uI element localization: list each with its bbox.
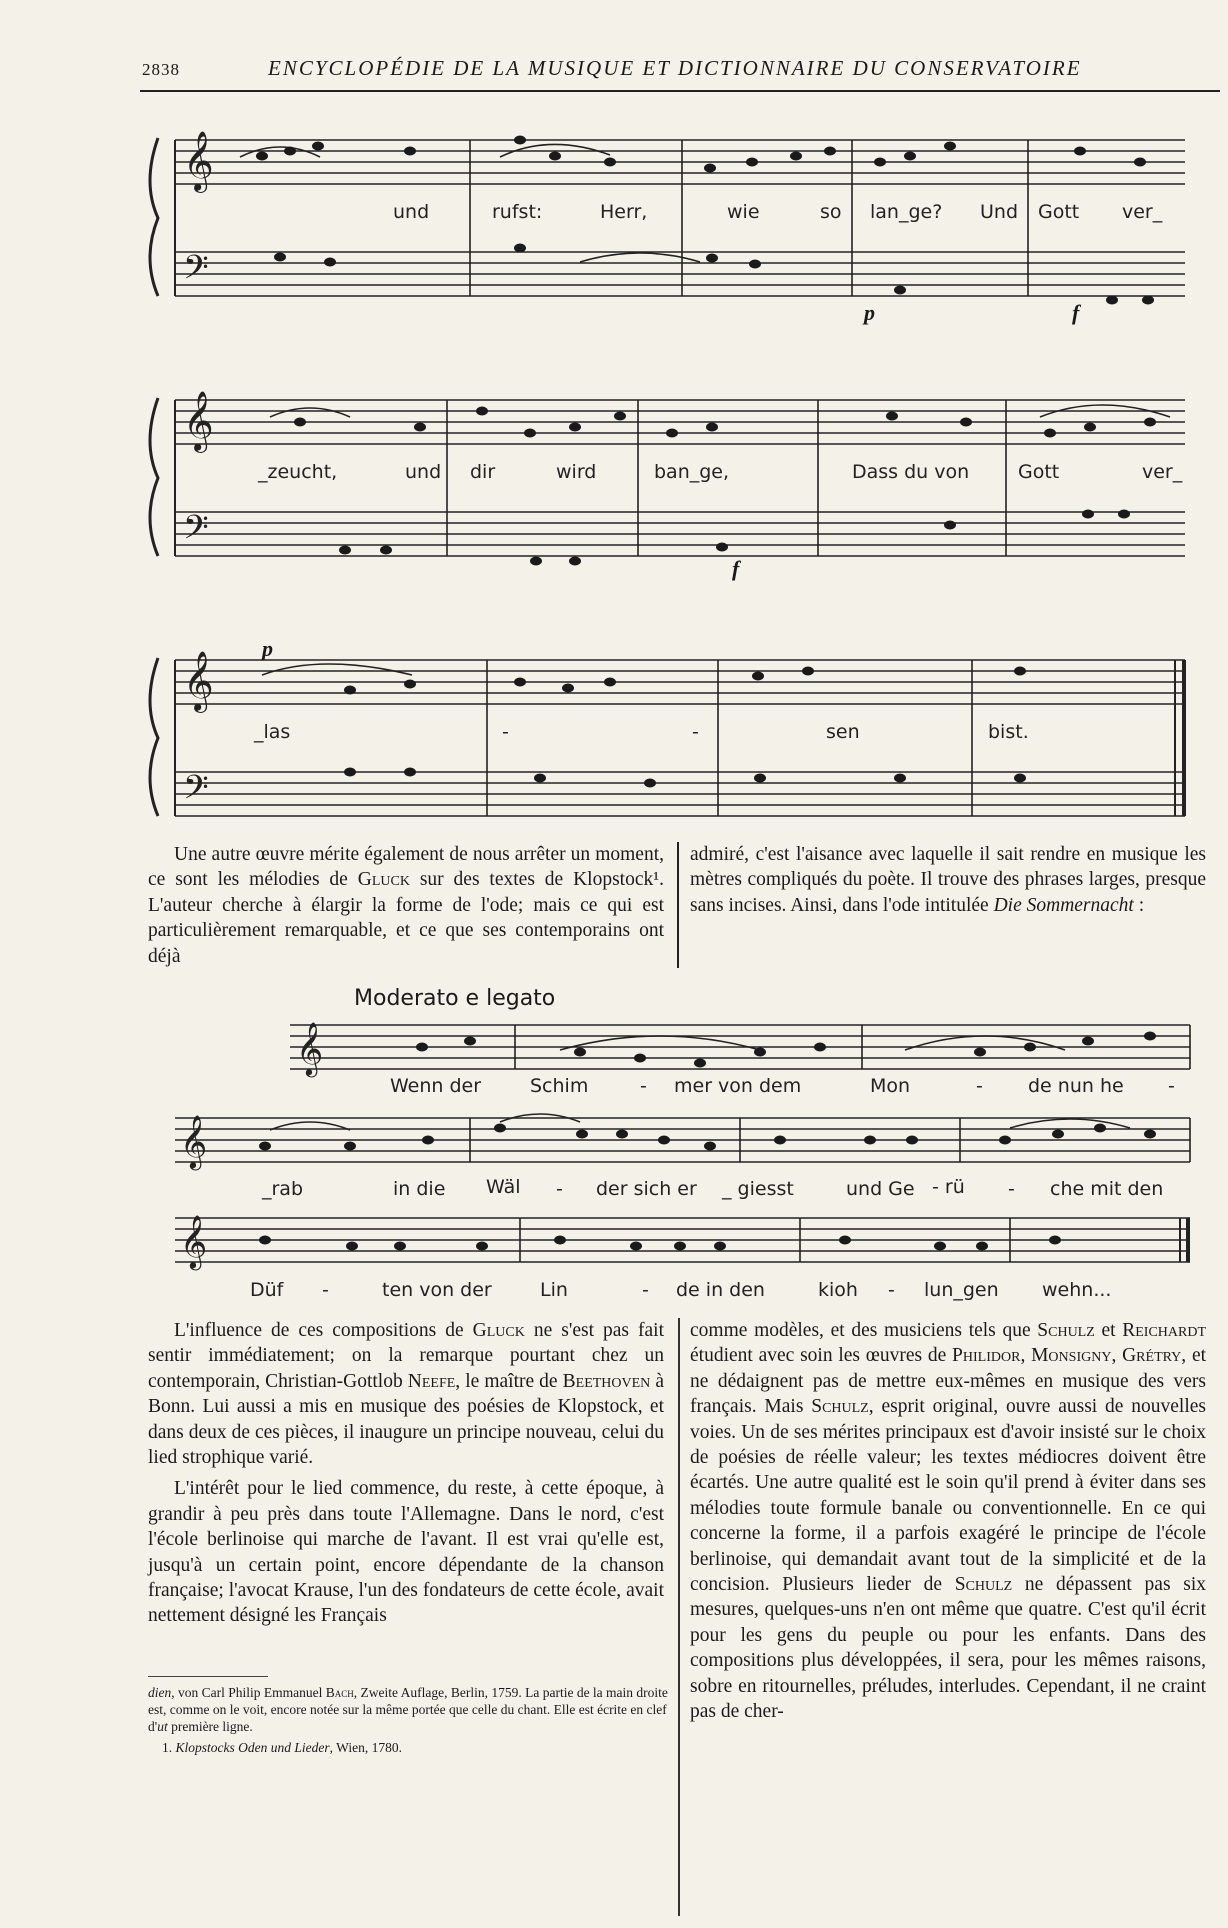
lyric: ban_ge, [654, 461, 730, 483]
lyric: - rü [932, 1176, 965, 1198]
melody-line-2 [175, 1114, 1190, 1170]
paragraph: comme modèles, et des musiciens tels que Schulz et Reichardt étudient avec soin les œuvres de Philidor, Monsigny, Grétry, et ne dédaignent pas de mettre eux-mêmes en musique des vers français. Mais Schulz, esprit original, ouvre aussi de nouvelles voies. Un de ses mérites principaux est d'avoir insisté sur le choix de poésies de réelle valeur; les textes médiocres doivent être écartés. Une autre qualité est le soin qu'il prend à éviter dans ses mélodies toute formule banale ou conventionnelle. En ce qui concerne la forme, il a parfois exagéré le principe de l'école berlinoise, qui demandait avant tout de la simplicité et de la concision. Plusieurs lieder de Schulz ne dépassent pas six mesures, quelques-uns n'en ont même que quatre. C'est qu'il écrit pour les gens du peuple ou pour les enfants. Dans des compositions plus développées, il sera, pour les mêmes raisons, sobre en ritournelles, préludes, interludes. Cependant, il ne craint pas de cher- [690, 1320, 1207, 1723]
text-column-left-1 [148, 842, 664, 969]
lyric: ver_ [1122, 201, 1163, 223]
lyric: de in den [676, 1279, 765, 1301]
score-system-3 [150, 651, 1185, 816]
footnote-rule [148, 1676, 268, 1677]
lyric: - [556, 1178, 563, 1200]
lyric: _rab [262, 1178, 304, 1200]
lyric: und Ge [846, 1178, 915, 1200]
lyric: wehn... [1042, 1279, 1112, 1301]
tempo-marking: Moderato e legato [354, 986, 556, 1011]
text-column-right-1 [690, 842, 1206, 918]
lyric: ten von der [382, 1279, 492, 1301]
lyric: und [393, 201, 430, 223]
lyric: Lin [540, 1279, 568, 1301]
lyric: Schim [530, 1075, 589, 1097]
lyric: wird [556, 461, 597, 483]
lyric: in die [393, 1178, 446, 1200]
lyric: - [1168, 1075, 1175, 1097]
paragraph: Une autre œuvre mérite également de nous arrêter un moment, ce sont les mélodies de Gluck sur des textes de Klopstock¹. L'auteur cherche à élargir la forme de l'ode; mais ce qui est particulièrement remarquable, et ce que ses contemporains ont déjà [148, 844, 664, 967]
lyric: Mon [870, 1075, 911, 1097]
lyric: - [502, 721, 509, 743]
svg-text:𝄞: 𝄞 [183, 653, 214, 710]
svg-text:𝄞: 𝄞 [296, 1023, 324, 1074]
lyric: - [640, 1075, 647, 1097]
lyric: _ giesst [722, 1178, 794, 1200]
lyric: lan_ge? [870, 201, 943, 223]
lyric: so [820, 201, 842, 223]
footnote: 1. Klopstocks Oden und Lieder, Wien, 1780. [162, 1740, 402, 1755]
lyric: dir [470, 461, 496, 483]
lyric: _las [254, 721, 291, 743]
lyric: kioh [818, 1279, 858, 1301]
footnote: dien, von Carl Philip Emmanuel Bach, Zweite Auflage, Berlin, 1759. La partie de la main droite est, comme on le voit, encore notée sur la même portée que celle du chant. Elle est écrite en clef d'ut première ligne. [148, 1685, 668, 1734]
paragraph: L'intérêt pour le lied commence, du reste, à cette époque, à grandir à peu près dans toute l'Allemagne. Dans le nord, c'est l'école berlinoise qui marche de l'avant. Il est vrai qu'elle est, jusqu'à un certain point, encore dépendante de la chanson française; l'avocat Krause, l'un des fondateurs de cette école, avait nettement désigné les Français [148, 1478, 664, 1627]
lyric: Wäl [486, 1176, 521, 1198]
paragraph: admiré, c'est l'aisance avec laquelle il sait rendre en musique les mètres compliqués du poète. Il trouve des phrases larges, presque sans incises. Ainsi, dans l'ode intitulée Die Sommernacht : [690, 844, 1206, 916]
text-column-left-2 [148, 1318, 664, 1629]
lyric: lun_gen [924, 1279, 999, 1301]
svg-text:𝄢: 𝄢 [183, 249, 209, 294]
svg-text:𝄢: 𝄢 [183, 769, 209, 814]
lyric: _zeucht, [258, 461, 338, 483]
lyric: ver_ [1142, 461, 1183, 483]
lyric: Wenn der [390, 1075, 482, 1097]
lyric: Herr, [600, 201, 648, 223]
dynamic-mark: p [864, 300, 875, 325]
lyric: che mit den [1050, 1178, 1164, 1200]
score-system-1 [150, 131, 1185, 296]
dynamic-mark: f [732, 556, 740, 581]
lyric: Gott [1018, 461, 1060, 483]
lyric: und [405, 461, 442, 483]
svg-text:𝄞: 𝄞 [180, 1116, 208, 1167]
lyric: Dass du von [852, 461, 970, 483]
svg-text:𝄞: 𝄞 [183, 393, 214, 450]
lyric: - [888, 1279, 895, 1301]
lyric: bist. [988, 721, 1029, 743]
dynamic-mark: p [262, 636, 273, 661]
running-title: ENCYCLOPÉDIE DE LA MUSIQUE ET DICTIONNAIRE DU CONSERVATOIRE [268, 56, 1082, 80]
lyric: Düf [250, 1279, 284, 1301]
column-divider [678, 1318, 680, 1916]
lyric: Und [980, 201, 1019, 223]
lyric: - [642, 1279, 649, 1301]
lyric: wie [727, 201, 760, 223]
text-column-right-2 [690, 1318, 1206, 1725]
lyric: mer von dem [674, 1075, 802, 1097]
lyric: - [692, 721, 699, 743]
lyric: - [322, 1279, 329, 1301]
lyric: - [1008, 1178, 1015, 1200]
svg-text:𝄞: 𝄞 [183, 133, 214, 190]
dynamic-mark: f [1072, 300, 1080, 325]
footnotes [148, 1684, 670, 1756]
lyric: sen [826, 721, 860, 743]
svg-text:𝄢: 𝄢 [183, 509, 209, 554]
lyric: Gott [1038, 201, 1080, 223]
staff-lines [175, 140, 1185, 184]
page-number: 2838 [142, 60, 180, 79]
lyric: - [976, 1075, 983, 1097]
lyric: der sich er [596, 1178, 697, 1200]
lyric: de nun he [1028, 1075, 1124, 1097]
paragraph: L'influence de ces compositions de Gluck ne s'est pas fait sentir immédiatement; on la remarque pourtant chez un contemporain, Christian-Gottlob Neefe, le maître de Beethoven à Bonn. Lui aussi a mis en musique des poésies de Klopstock, et dans deux de ces pièces, il inaugure un principe nouveau, celui du lied strophique varié. [148, 1320, 664, 1469]
lyric: rufst: [492, 201, 543, 223]
svg-text:𝄞: 𝄞 [180, 1216, 208, 1267]
